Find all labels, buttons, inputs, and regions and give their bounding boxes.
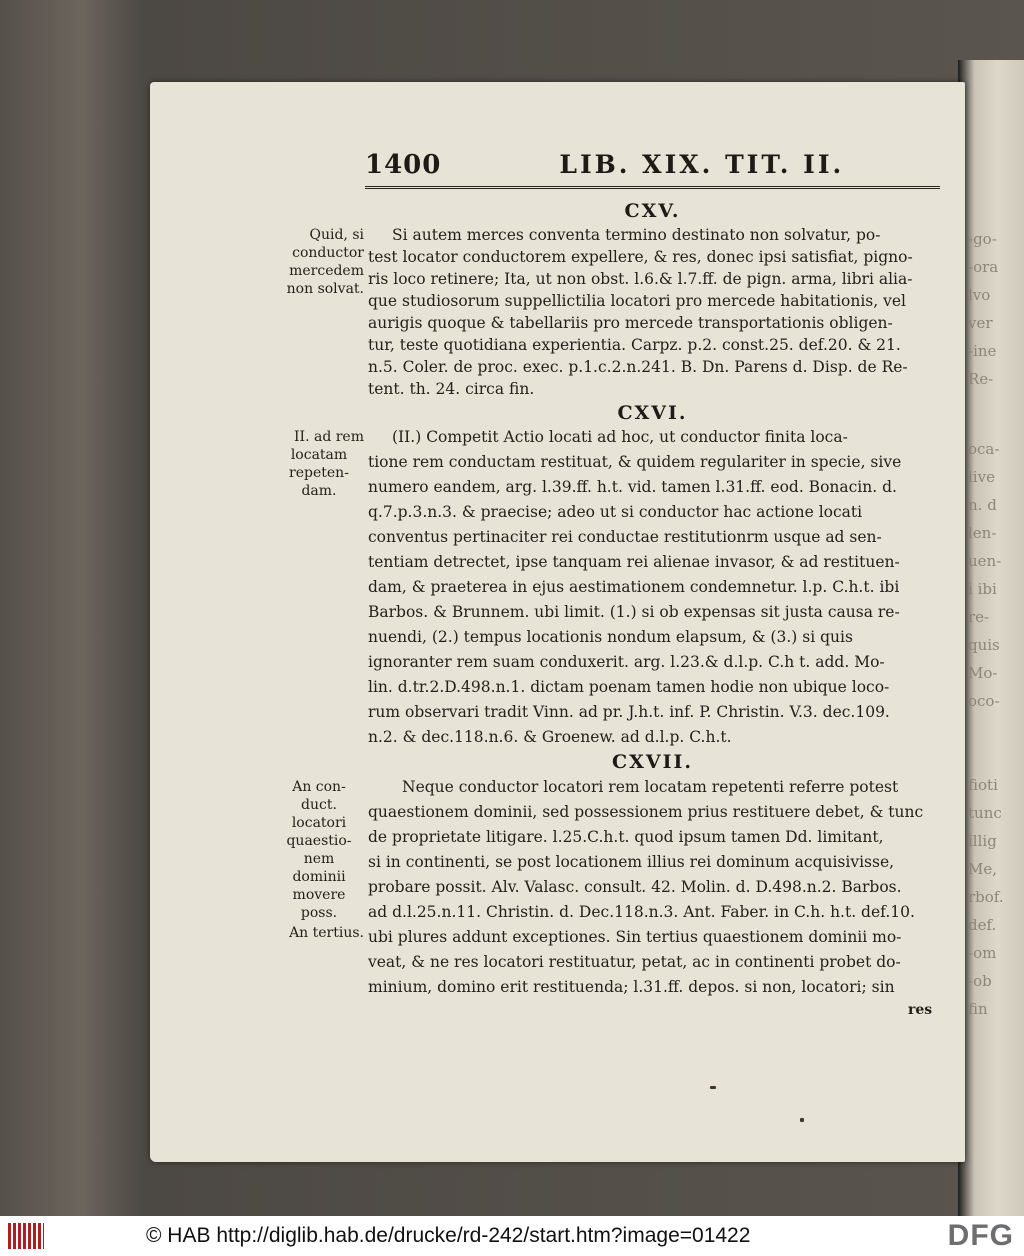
ghost-text: quis bbox=[968, 636, 1000, 654]
text-line: q.7.p.3.n.3. & praecise; adeo ut si conductor hac actione locati bbox=[368, 503, 863, 521]
margin-note-line: poss. bbox=[300, 905, 338, 921]
text-line: n.2. & dec.118.n.6. & Groenew. ad d.l.p. C.h.t. bbox=[368, 728, 732, 746]
text-line: de proprietate litigare. l.25.C.h.t. quod ipsum tamen Dd. limitant, bbox=[368, 828, 884, 846]
section-heading: CXVI. bbox=[617, 402, 688, 424]
catchword: res bbox=[908, 1002, 933, 1018]
text-line: nuendi, (2.) tempus locationis nondum elapsum, & (3.) si quis bbox=[368, 628, 853, 646]
text-line: n.5. Coler. de proc. exec. p.1.c.2.n.241. B. Dn. Parens d. Disp. de Re- bbox=[368, 358, 908, 376]
ghost-text: -ine bbox=[968, 342, 997, 360]
text-line: si in continenti, se post locationem illius rei dominum acquisivisse, bbox=[368, 853, 895, 871]
margin-note-line: An tertius. bbox=[289, 925, 364, 941]
text-line: minium, domino erit restituenda; l.31.ff. depos. si non, locatori; sin bbox=[368, 978, 895, 996]
ghost-text: n. d bbox=[968, 496, 997, 514]
text-line: (II.) Competit Actio locati ad hoc, ut conductor finita loca- bbox=[392, 428, 848, 446]
adjacent-page-edge bbox=[958, 60, 1024, 1216]
text-line: tione rem conductam restituat, & quidem regulariter in specie, sive bbox=[368, 453, 902, 471]
ghost-text: oco- bbox=[968, 692, 1000, 710]
ghost-text: -ora bbox=[968, 258, 999, 276]
text-line: ris loco retinere; Ita, ut non obst. l.6.& l.7.ff. de pign. arma, libri alia- bbox=[368, 270, 913, 288]
margin-note-line: movere bbox=[292, 887, 346, 903]
page-header bbox=[365, 150, 940, 189]
page-number: 1400 bbox=[365, 150, 442, 180]
text-line: ubi plures addunt exceptiones. Sin tertius quaestionem dominii mo- bbox=[368, 928, 902, 946]
ghost-text: Mo- bbox=[968, 664, 998, 682]
ghost-text: len- bbox=[968, 524, 997, 542]
ghost-text: Re- bbox=[968, 370, 994, 388]
margin-note-line: II. ad rem bbox=[294, 429, 364, 445]
dfg-logo: DFG bbox=[947, 1219, 1014, 1252]
ghost-text: fioti bbox=[968, 776, 998, 794]
text-line: Neque conductor locatori rem locatam repetenti referre potest bbox=[402, 778, 899, 796]
text-line: probare possit. Alv. Valasc. consult. 42. Molin. d. D.498.n.2. Barbos. bbox=[368, 878, 902, 896]
print-speck bbox=[710, 1086, 716, 1089]
margin-note-line: dominii bbox=[292, 869, 346, 885]
ghost-text: rbof. bbox=[968, 888, 1004, 906]
section-heading: CXV. bbox=[624, 200, 681, 222]
margin-note-line: duct. bbox=[301, 797, 337, 813]
ghost-text: uen- bbox=[968, 552, 1002, 570]
ghost-text: def. bbox=[968, 916, 997, 934]
ghost-text: -go- bbox=[968, 230, 997, 248]
margin-note-line: quaestio- bbox=[286, 833, 352, 849]
ghost-text: Me, bbox=[968, 860, 998, 878]
text-line: numero eandem, arg. l.39.ff. h.t. vid. tamen l.31.ff. eod. Bonacin. d. bbox=[368, 478, 897, 496]
ghost-text: live bbox=[968, 468, 995, 486]
margin-note-line: conductor bbox=[292, 245, 364, 261]
ghost-text: i ibi bbox=[968, 580, 997, 598]
viewer-footer bbox=[0, 1216, 1024, 1256]
text-line: tur, teste quotidiana experientia. Carpz. p.2. const.25. def.20. & 21. bbox=[368, 336, 901, 354]
text-line: veat, & ne res locatori restituatur, petat, ac in continenti probet do- bbox=[368, 953, 901, 971]
margin-note-line: An con- bbox=[292, 779, 346, 795]
running-head: LIB. XIX. TIT. II. bbox=[559, 150, 845, 179]
text-line: tentiam detrectet, ipse tanquam rei alienae invasor, & ad restituen- bbox=[368, 553, 900, 571]
ghost-text: oca- bbox=[968, 440, 1000, 458]
margin-note-line: Quid, si bbox=[309, 227, 364, 243]
ghost-text: re- bbox=[968, 608, 990, 626]
margin-note-line: locatam bbox=[290, 447, 348, 463]
text-line: test locator conductorem expellere, & res, donec ipsi satisfiat, pigno- bbox=[368, 248, 913, 266]
print-speck bbox=[800, 1118, 804, 1122]
text-line: ignoranter rem suam conduxerit. arg. l.23.& d.l.p. C.h t. add. Mo- bbox=[368, 653, 885, 671]
text-line: Si autem merces conventa termino destinato non solvatur, po- bbox=[392, 226, 881, 244]
text-line: conventus pertinaciter rei conductae restitutionrm usque ad sen- bbox=[368, 528, 882, 546]
text-line: lin. d.tr.2.D.498.n.1. dictam poenam tamen hodie non ubique loco- bbox=[368, 678, 890, 696]
ghost-text: lvo bbox=[968, 286, 991, 304]
text-line: quaestionem dominii, sed possessionem prius restituere debet, & tunc bbox=[368, 803, 924, 821]
margin-note-line: mercedem bbox=[289, 263, 364, 279]
ghost-text: ver bbox=[968, 314, 993, 332]
ghost-text: -om bbox=[968, 944, 997, 962]
text-line: que studiosorum suppellictilia locatori pro mercede habitationis, vel bbox=[368, 292, 906, 310]
ghost-text: illig bbox=[968, 832, 997, 850]
copyright-link[interactable]: © HAB http://diglib.hab.de/drucke/rd-242/start.htm?image=01422 bbox=[146, 1224, 751, 1247]
margin-note-line: nem bbox=[303, 851, 335, 867]
ghost-text: tunc bbox=[968, 804, 1002, 822]
margin-note-line: dam. bbox=[301, 483, 337, 499]
barcode-icon bbox=[8, 1223, 44, 1249]
margin-note-line: locatori bbox=[291, 815, 347, 831]
text-line: ad d.l.25.n.11. Christin. d. Dec.118.n.3. Ant. Faber. in C.h. h.t. def.10. bbox=[368, 903, 915, 921]
text-line: aurigis quoque & tabellariis pro mercede transportationis obligen- bbox=[368, 314, 893, 332]
text-line: dam, & praeterea in ejus aestimationem condemnetur. l.p. C.h.t. ibi bbox=[368, 578, 900, 596]
ghost-text: -ob bbox=[968, 972, 992, 990]
margin-note-line: repeten- bbox=[289, 465, 349, 481]
section-heading: CXVII. bbox=[612, 751, 693, 773]
text-line: Barbos. & Brunnem. ubi limit. (1.) si ob expensas sit justa causa re- bbox=[368, 603, 900, 621]
margin-note-line: non solvat. bbox=[286, 281, 364, 297]
ghost-text: fin bbox=[968, 1000, 988, 1018]
text-line: rum observari tradit Vinn. ad pr. J.h.t. inf. P. Christin. V.3. dec.109. bbox=[368, 703, 890, 721]
text-line: tent. th. 24. circa fin. bbox=[368, 380, 535, 398]
